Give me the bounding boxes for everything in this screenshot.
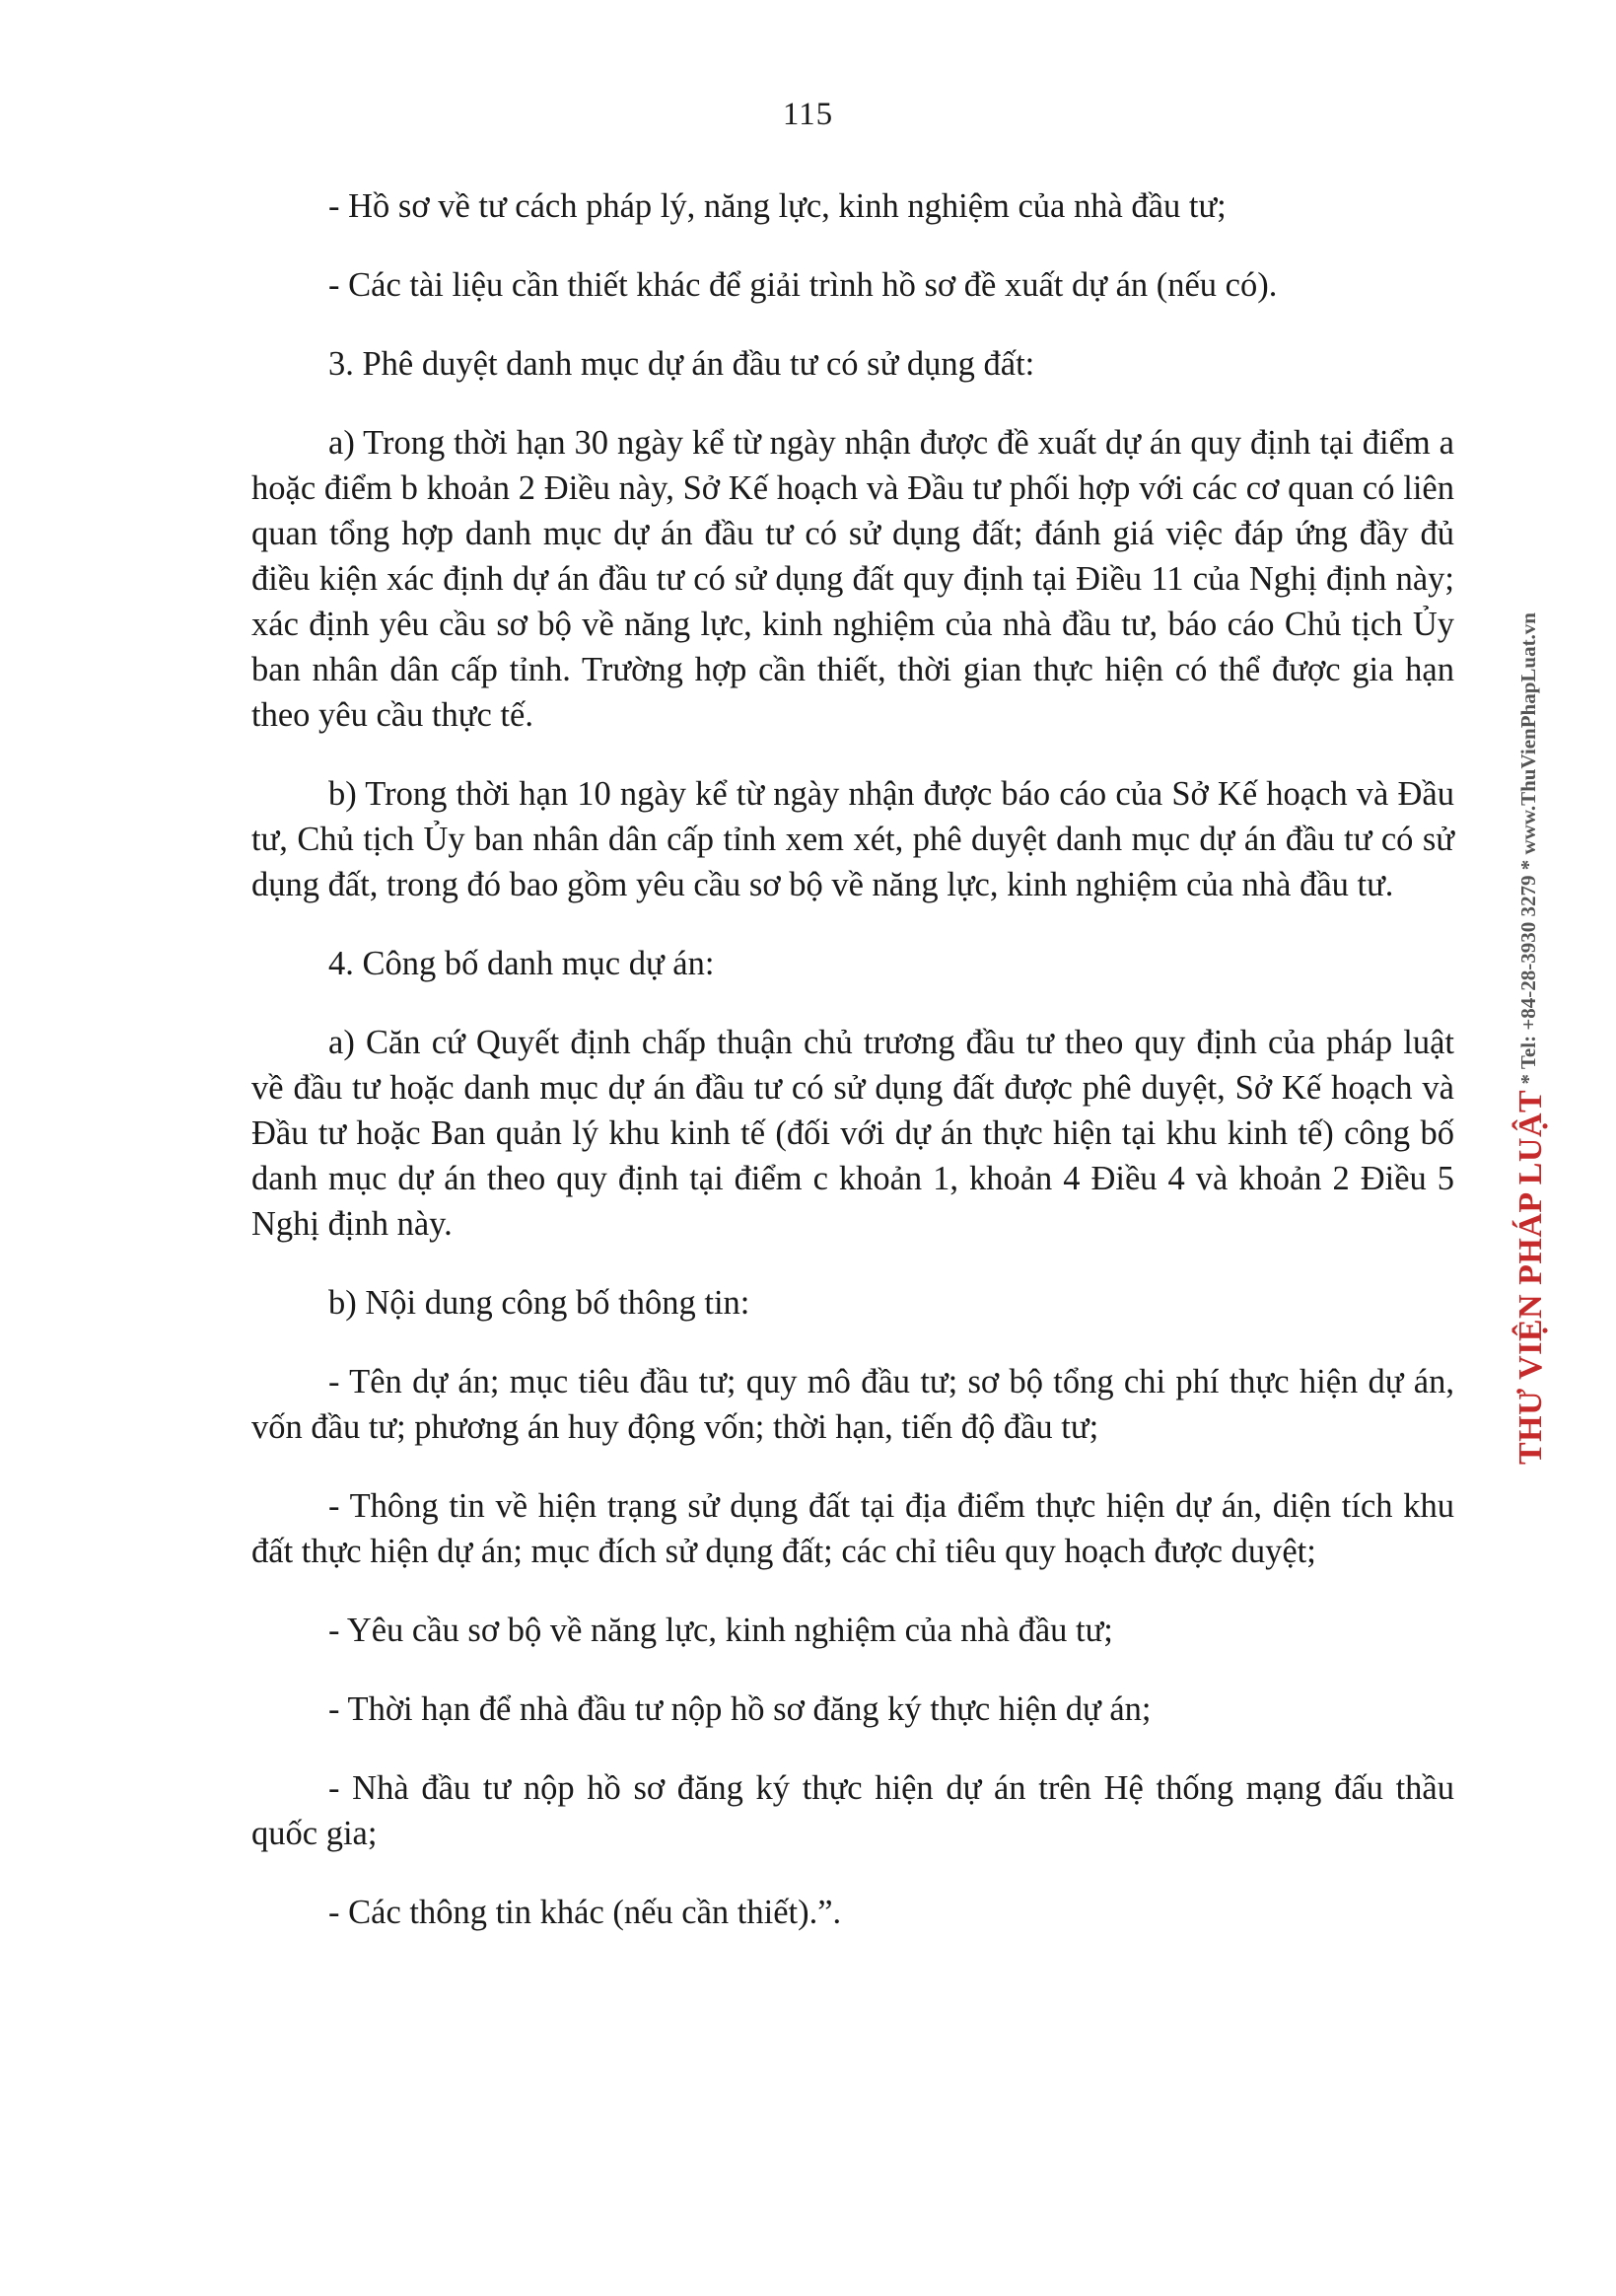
list-item: - Tên dự án; mục tiêu đầu tư; quy mô đầu tư; sơ bộ tổng chi phí thực hiện dự án, vốn đầu tư; phương án huy động vốn; thời hạn, tiến độ đầu tư; [251, 1363, 1454, 1446]
paragraph: b) Nội dung công bố thông tin: [328, 1284, 750, 1322]
list-item: - Thời hạn để nhà đầu tư nộp hồ sơ đăng ký thực hiện dự án; [328, 1690, 1152, 1728]
list-item: - Yêu cầu sơ bộ về năng lực, kinh nghiệm của nhà đầu tư; [328, 1612, 1113, 1649]
side-watermark [1507, 478, 1550, 1465]
paragraph: - Các tài liệu cần thiết khác để giải trình hồ sơ đề xuất dự án (nếu có). [328, 266, 1278, 304]
section-heading: 3. Phê duyệt danh mục dự án đầu tư có sử dụng đất: [328, 345, 1035, 383]
paragraph: - Hồ sơ về tư cách pháp lý, năng lực, kinh nghiệm của nhà đầu tư; [328, 187, 1227, 225]
list-item: - Nhà đầu tư nộp hồ sơ đăng ký thực hiện dự án trên Hệ thống mạng đấu thầu quốc gia; [251, 1769, 1454, 1852]
document-body [251, 183, 1454, 1969]
paragraph: b) Trong thời hạn 10 ngày kể từ ngày nhận được báo cáo của Sở Kế hoạch và Đầu tư, Chủ tịch Ủy ban nhân dân cấp tỉnh xem xét, phê duyệt danh mục dự án đầu tư có sử dụng đất, trong đó bao gồm yêu cầu sơ bộ về năng lực, kinh nghiệm của nhà đầu tư. [251, 775, 1454, 903]
watermark-brand: THƯ VIỆN PHÁP LUẬT [1512, 1089, 1549, 1465]
watermark-contact: * Tel: +84-28-3930 3279 * www.ThuVienPhapLuat.vn [1516, 612, 1540, 1090]
paragraph: a) Căn cứ Quyết định chấp thuận chủ trương đầu tư theo quy định của pháp luật về đầu tư hoặc danh mục dự án đầu tư có sử dụng đất được phê duyệt, Sở Kế hoạch và Đầu tư hoặc Ban quản lý khu kinh tế (đối với dự án thực hiện tại khu kinh tế) công bố danh mục dự án theo quy định tại điểm c khoản 1, khoản 4 Điều 4 và khoản 2 Điều 5 Nghị định này. [251, 1024, 1454, 1243]
page-number: 115 [782, 97, 834, 132]
list-item: - Các thông tin khác (nếu cần thiết).”. [328, 1894, 842, 1931]
list-item: - Thông tin về hiện trạng sử dụng đất tại địa điểm thực hiện dự án, diện tích khu đất thực hiện dự án; mục đích sử dụng đất; các chỉ tiêu quy hoạch được duyệt; [251, 1487, 1454, 1570]
paragraph: a) Trong thời hạn 30 ngày kể từ ngày nhận được đề xuất dự án quy định tại điểm a hoặc điểm b khoản 2 Điều này, Sở Kế hoạch và Đầu tư phối hợp với các cơ quan có liên quan tổng hợp danh mục dự án đầu tư có sử dụng đất; đánh giá việc đáp ứng đầy đủ điều kiện xác định dự án đầu tư có sử dụng đất quy định tại Điều 11 của Nghị định này; xác định yêu cầu sơ bộ về năng lực, kinh nghiệm của nhà đầu tư, báo cáo Chủ tịch Ủy ban nhân dân cấp tỉnh. Trường hợp cần thiết, thời gian thực hiện có thể được gia hạn theo yêu cầu thực tế. [251, 424, 1454, 734]
section-heading: 4. Công bố danh mục dự án: [328, 945, 715, 982]
